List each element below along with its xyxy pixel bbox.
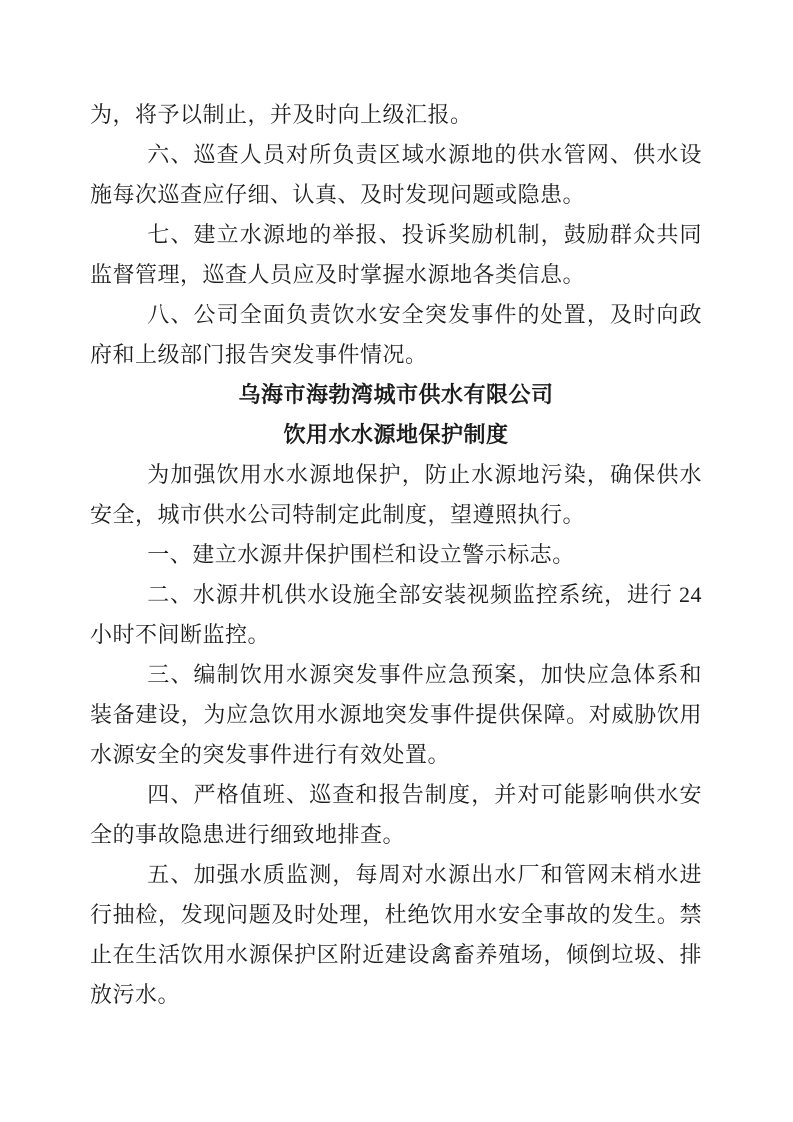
document-title-heading: 饮用水水源地保护制度 <box>283 422 509 447</box>
intro-paragraph: 为加强饮用水水源地保护，防止水源地污染，确保供水安全，城市供水公司特制定此制度，望遵照执行。 <box>90 462 702 527</box>
clause-five: 五、加强水质监测，每周对水源出水厂和管网末梢水进行抽检，发现问题及时处理，杜绝饮用水安全事故的发生。禁止在生活饮用水源保护区附近建设禽畜养殖场，倾倒垃圾、排放污水。 <box>90 862 702 1007</box>
clause-one: 一、建立水源井保护围栏和设立警示标志。 <box>147 542 575 567</box>
clause-three: 三、编制饮用水源突发事件应急预案，加快应急体系和装备建设，为应急饮用水源地突发事件提供保障。对威胁饮用水源安全的突发事件进行有效处置。 <box>90 662 702 767</box>
company-name-heading: 乌海市海勃湾城市供水有限公司 <box>238 382 554 407</box>
continuation-text: 为，将予以制止，并及时向上级汇报。 <box>90 102 473 127</box>
clause-four: 四、严格值班、巡查和报告制度，并对可能影响供水安全的事故隐患进行细致地排查。 <box>90 782 702 847</box>
clause-six: 六、巡查人员对所负责区域水源地的供水管网、供水设施每次巡查应仔细、认真、及时发现问题或隐患。 <box>90 142 702 207</box>
clause-two: 二、水源井机供水设施全部安装视频监控系统，进行 24 小时不间断监控。 <box>90 582 702 647</box>
clause-seven: 七、建立水源地的举报、投诉奖励机制，鼓励群众共同监督管理，巡查人员应及时掌握水源地各类信息。 <box>90 222 702 287</box>
clause-eight: 八、公司全面负责饮水安全突发事件的处置，及时向政府和上级部门报告突发事件情况。 <box>90 302 702 367</box>
